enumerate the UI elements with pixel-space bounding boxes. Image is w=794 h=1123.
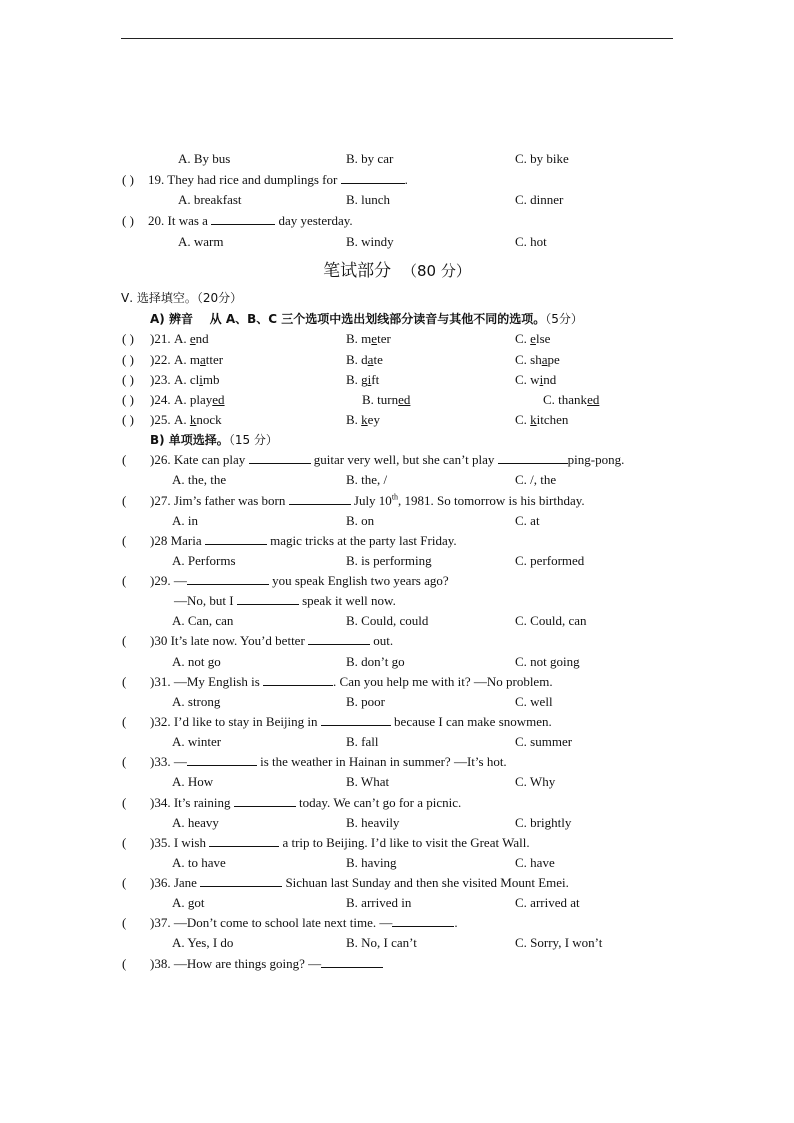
option-a: A. breakfast <box>178 192 242 207</box>
question-26 <box>0 451 794 469</box>
option-c: C. shape <box>515 352 560 367</box>
answer-bracket[interactable]: ( ) <box>122 172 134 187</box>
answer-bracket[interactable]: ( <box>122 533 146 548</box>
question-number: )24. <box>150 392 171 407</box>
answer-bracket[interactable]: ( ) <box>122 372 134 387</box>
q29-options <box>0 612 794 630</box>
section-5-heading: Ⅴ. 选择填空。（20分） <box>121 291 243 305</box>
option-a: A. not go <box>172 654 221 669</box>
q36-options <box>0 894 794 912</box>
question-text: )28 Maria magic tricks at the party last Friday. <box>150 533 457 548</box>
answer-bracket[interactable]: ( ) <box>122 352 134 367</box>
option-c: C. Could, can <box>515 613 587 628</box>
option-a: A. the, the <box>172 472 227 487</box>
option-a: A. strong <box>172 694 221 709</box>
question-text: )35. I wish a trip to Beijing. I’d like to visit the Great Wall. <box>150 835 530 850</box>
option-c: C. at <box>515 513 540 528</box>
question-text: )29. — you speak English two years ago? <box>150 573 449 588</box>
question-24 <box>0 391 794 409</box>
option-a: A. in <box>172 513 198 528</box>
option-c: C. well <box>515 694 553 709</box>
option-c: C. not going <box>515 654 580 669</box>
option-a: A. winter <box>172 734 222 749</box>
option-c: C. have <box>515 855 555 870</box>
answer-bracket[interactable]: ( <box>122 956 146 971</box>
question-29-line2 <box>0 592 794 610</box>
question-number: )21. <box>150 331 171 346</box>
answer-bracket[interactable]: ( <box>122 795 146 810</box>
question-text: )27. Jim’s father was born July 10th, 1981. So tomorrow is his birthday. <box>150 492 585 508</box>
option-c: C. by bike <box>515 151 569 166</box>
option-b: B. gift <box>346 372 380 387</box>
question-21 <box>0 330 794 348</box>
q31-options <box>0 693 794 711</box>
option-c: C. else <box>515 331 551 346</box>
option-a: A. climb <box>174 372 220 387</box>
option-a: A. to have <box>172 855 226 870</box>
question-text: 19. They had rice and dumplings for . <box>148 172 408 187</box>
answer-bracket[interactable]: ( ) <box>122 412 134 427</box>
q34-options <box>0 814 794 832</box>
question-text: )34. It’s raining today. We can’t go for a picnic. <box>150 795 462 810</box>
question-33 <box>0 753 794 771</box>
question-number: )25. <box>150 412 171 427</box>
option-b: B. having <box>346 855 397 870</box>
option-a: A. warm <box>178 234 224 249</box>
question-35 <box>0 834 794 852</box>
option-b: B. meter <box>346 331 391 346</box>
question-text: )31. —My English is . Can you help me with it? —No problem. <box>150 674 553 689</box>
option-c: C. performed <box>515 553 585 568</box>
question-20 <box>0 212 794 230</box>
q28-options <box>0 552 794 570</box>
q26-options <box>0 471 794 489</box>
option-a: A. end <box>174 331 209 346</box>
answer-bracket[interactable]: ( <box>122 674 146 689</box>
question-text: )26. Kate can play guitar very well, but she can’t play ping-pong. <box>150 452 625 467</box>
option-b: B. fall <box>346 734 379 749</box>
option-a: A. Performs <box>172 553 236 568</box>
subsection-b-heading: B) 单项选择。（15 分） <box>150 433 278 447</box>
question-28 <box>0 532 794 550</box>
question-37 <box>0 914 794 932</box>
option-b: B. turned <box>362 392 411 407</box>
question-number: )23. <box>150 372 171 387</box>
answer-bracket[interactable]: ( <box>122 493 146 508</box>
q18-options <box>0 150 794 168</box>
option-a: A. Can, can <box>172 613 234 628</box>
answer-bracket[interactable]: ( ) <box>122 331 134 346</box>
question-text: )36. Jane Sichuan last Sunday and then she visited Mount Emei. <box>150 875 569 890</box>
question-text: —No, but I speak it well now. <box>174 593 396 608</box>
option-c: C. wind <box>515 372 557 387</box>
option-c: C. Sorry, I won’t <box>515 935 603 950</box>
answer-bracket[interactable]: ( <box>122 573 146 588</box>
answer-bracket[interactable]: ( ) <box>122 392 134 407</box>
question-34 <box>0 794 794 812</box>
option-b: B. date <box>346 352 383 367</box>
written-part-title: 笔试部分 （80 分） <box>323 261 471 281</box>
option-b: B. key <box>346 412 380 427</box>
option-b: B. by car <box>346 151 394 166</box>
question-32 <box>0 713 794 731</box>
q35-options <box>0 854 794 872</box>
option-a: A. played <box>174 392 225 407</box>
question-text: )33. — is the weather in Hainan in summer? —It’s hot. <box>150 754 507 769</box>
answer-bracket[interactable]: ( <box>122 452 146 467</box>
answer-bracket[interactable]: ( ) <box>122 213 134 228</box>
option-b: B. arrived in <box>346 895 412 910</box>
answer-bracket[interactable]: ( <box>122 835 146 850</box>
header-rule <box>121 38 673 39</box>
option-c: C. Why <box>515 774 556 789</box>
question-23 <box>0 371 794 389</box>
option-b: B. poor <box>346 694 385 709</box>
option-a: A. heavy <box>172 815 219 830</box>
option-c: C. thanked <box>543 392 600 407</box>
answer-bracket[interactable]: ( <box>122 714 146 729</box>
q32-options <box>0 733 794 751</box>
option-b: B. heavily <box>346 815 400 830</box>
answer-bracket[interactable]: ( <box>122 633 146 648</box>
q27-options <box>0 512 794 530</box>
option-c: C. brightly <box>515 815 572 830</box>
option-b: B. is performing <box>346 553 432 568</box>
option-a: A. got <box>172 895 205 910</box>
q19-options <box>0 191 794 209</box>
question-text: )38. —How are things going? — <box>150 955 383 973</box>
option-b: B. don’t go <box>346 654 405 669</box>
option-a: A. By bus <box>178 151 231 166</box>
answer-bracket[interactable]: ( <box>122 754 146 769</box>
q20-options <box>0 233 794 251</box>
question-27 <box>0 492 794 510</box>
option-a: A. matter <box>174 352 224 367</box>
subsection-a-heading: A) 辨音 从 A、B、C 三个选项中选出划线部分读音与其他不同的选项。（5分） <box>150 312 583 326</box>
question-19 <box>0 171 794 189</box>
option-c: C. kitchen <box>515 412 569 427</box>
question-25 <box>0 411 794 429</box>
question-30 <box>0 632 794 650</box>
option-b: B. What <box>346 774 390 789</box>
question-text: )30 It’s late now. You’d better out. <box>150 633 394 648</box>
option-c: C. dinner <box>515 192 564 207</box>
q30-options <box>0 653 794 671</box>
q37-options <box>0 934 794 952</box>
option-c: C. arrived at <box>515 895 580 910</box>
question-text: 20. It was a day yesterday. <box>148 213 353 228</box>
option-c: C. summer <box>515 734 573 749</box>
option-c: C. /, the <box>515 472 557 487</box>
answer-blank <box>211 212 275 225</box>
question-text: )32. I’d like to stay in Beijing in because I can make snowmen. <box>150 714 552 729</box>
answer-bracket[interactable]: ( <box>122 875 146 890</box>
question-number: )22. <box>150 352 171 367</box>
question-31 <box>0 673 794 691</box>
question-text: )37. —Don’t come to school late next time. — . <box>150 915 458 930</box>
q33-options <box>0 773 794 791</box>
option-b: B. Could, could <box>346 613 429 628</box>
option-b: B. windy <box>346 234 394 249</box>
question-38 <box>0 955 794 973</box>
answer-bracket[interactable]: ( <box>122 915 146 930</box>
option-c: C. hot <box>515 234 547 249</box>
answer-blank <box>341 171 405 184</box>
option-a: A. How <box>172 774 214 789</box>
option-b: B. the, / <box>346 472 388 487</box>
question-36 <box>0 874 794 892</box>
option-b: B. lunch <box>346 192 391 207</box>
option-a: A. knock <box>174 412 222 427</box>
option-b: B. No, I can’t <box>346 935 417 950</box>
option-a: A. Yes, I do <box>172 935 234 950</box>
question-22 <box>0 351 794 369</box>
question-29 <box>0 572 794 590</box>
option-b: B. on <box>346 513 375 528</box>
